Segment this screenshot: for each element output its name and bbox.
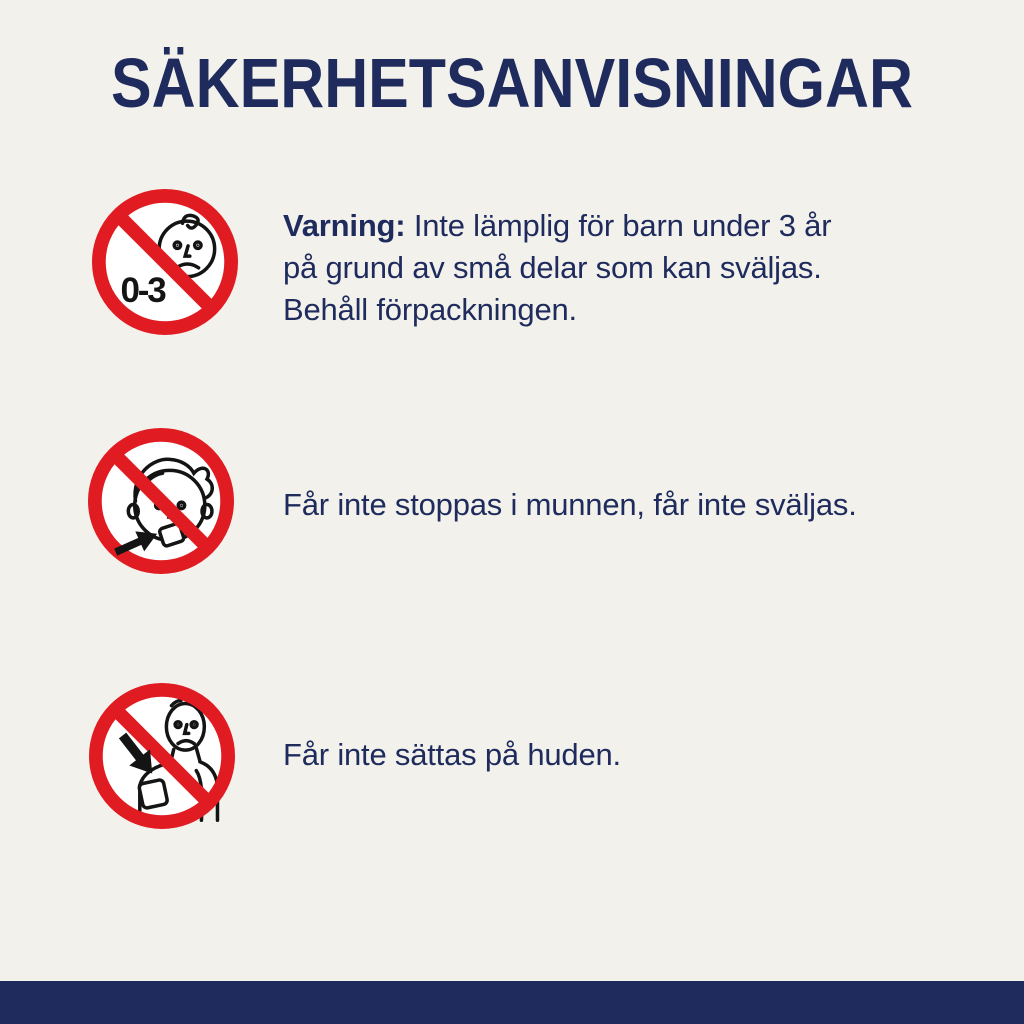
warning-text-age: [283, 205, 831, 331]
warning-line: Får inte stoppas i munnen, får inte sväljas.: [283, 487, 857, 522]
prohibition-sign-baby-0-3: [92, 189, 238, 335]
no-children-under-3-icon: [92, 189, 238, 335]
warning-line-rest: Inte lämplig för barn under 3 år: [405, 208, 832, 243]
warning-text-skin: [283, 734, 621, 776]
do-not-put-in-mouth-icon: [88, 428, 234, 574]
bottom-bar: [0, 981, 1024, 1024]
prohibition-sign-mouth: [88, 428, 234, 574]
warning-text-mouth: [283, 484, 857, 526]
warning-line: på grund av små delar som kan sväljas.: [283, 250, 822, 285]
warning-line: Behåll förpackningen.: [283, 292, 577, 327]
warning-line: Får inte sättas på huden.: [283, 737, 621, 772]
prohibition-sign-skin: [89, 683, 235, 829]
page-title: SÄKERHETSANVISNINGAR: [111, 44, 913, 122]
do-not-apply-to-skin-icon: [89, 683, 235, 829]
warning-line: [283, 205, 831, 247]
warning-bold-prefix: Varning:: [283, 208, 406, 243]
age-range-label: 0-3: [120, 271, 165, 311]
